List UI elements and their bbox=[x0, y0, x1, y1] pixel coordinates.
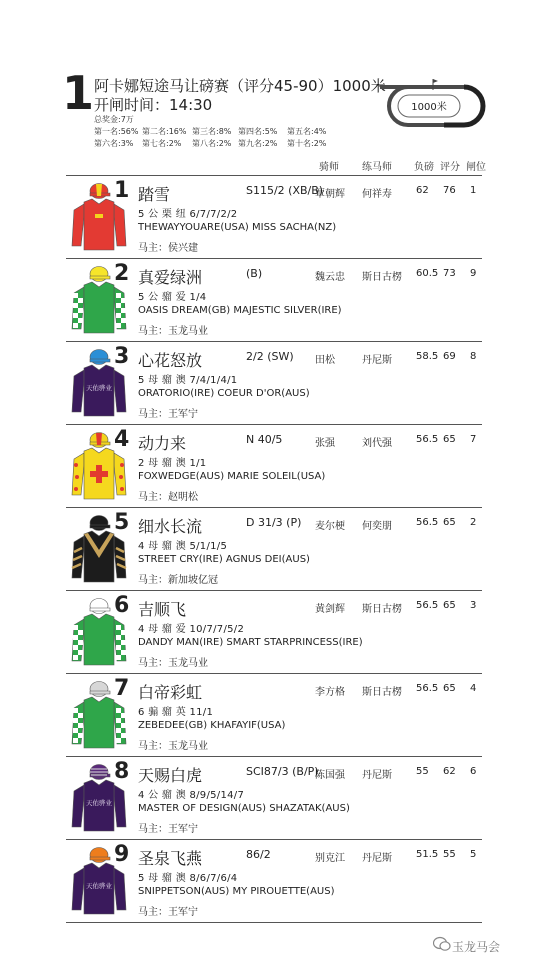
prize-item: 第一名:56% bbox=[94, 127, 139, 136]
trainer-name: 刘代强 bbox=[362, 438, 392, 449]
barrier-draw: 4 bbox=[470, 683, 477, 694]
horse-rating: 65 bbox=[443, 517, 456, 528]
trainer-name: 丹尼斯 bbox=[362, 355, 392, 366]
jockey-name: 黄剑辉 bbox=[315, 604, 345, 615]
column-rating: 评分 bbox=[440, 162, 460, 173]
barrier-draw: 6 bbox=[470, 766, 477, 777]
pedigree: STREET CRY(IRE) AGNUS DEI(AUS) bbox=[138, 554, 310, 565]
horse-name: 天赐白虎 bbox=[138, 766, 203, 785]
horse-details: 5 公 骝 爱 1/4 bbox=[138, 292, 207, 303]
horse-details: 2 母 骝 澳 1/1 bbox=[138, 458, 207, 469]
saddle-number: 6 bbox=[114, 593, 130, 618]
jockey-name: 田松 bbox=[315, 355, 335, 366]
race-number: 1 bbox=[62, 66, 95, 120]
saddle-number: 8 bbox=[114, 759, 130, 784]
prize-item: 第二名:16% bbox=[142, 127, 187, 136]
runner-row bbox=[66, 757, 482, 839]
prize-item: 第八名:2% bbox=[192, 139, 232, 148]
runner-row bbox=[66, 176, 482, 258]
recent-form: N 40/5 bbox=[246, 433, 283, 446]
saddle-number: 3 bbox=[114, 344, 130, 369]
trainer-name: 丹尼斯 bbox=[362, 853, 392, 864]
jockey-name: 张强 bbox=[315, 438, 335, 449]
column-draw: 闸位 bbox=[466, 162, 486, 173]
horse-details: 4 公 骝 澳 8/9/5/14/7 bbox=[138, 790, 245, 801]
owner: 马主：侯兴建 bbox=[138, 243, 198, 254]
carried-weight: 56.5 bbox=[416, 434, 439, 445]
owner: 马主：玉龙马业 bbox=[138, 658, 208, 669]
horse-rating: 62 bbox=[443, 766, 456, 777]
barrier-draw: 9 bbox=[470, 268, 477, 279]
carried-weight: 56.5 bbox=[416, 683, 439, 694]
horse-rating: 65 bbox=[443, 434, 456, 445]
column-trainer: 练马师 bbox=[362, 162, 392, 173]
race-title: 阿卡娜短途马让磅赛（评分45-90）1000米 bbox=[94, 77, 386, 95]
horse-name: 动力来 bbox=[138, 434, 187, 453]
pedigree: ZEBEDEE(GB) KHAFAYIF(USA) bbox=[138, 720, 286, 731]
prize-row-1 bbox=[94, 126, 334, 137]
horse-rating: 65 bbox=[443, 683, 456, 694]
jockey-name: 李方格 bbox=[315, 687, 345, 698]
jockey-name: 覃朝辉 bbox=[315, 189, 345, 200]
jockey-name: 魏云忠 bbox=[315, 272, 345, 283]
barrier-draw: 2 bbox=[470, 517, 477, 528]
jockey-name: 麦尔梗 bbox=[315, 521, 345, 532]
pedigree: ORATORIO(IRE) COEUR D'OR(AUS) bbox=[138, 388, 310, 399]
silks-logo: 天佑骅业 bbox=[86, 882, 112, 890]
recent-form: 86/2 bbox=[246, 848, 271, 861]
owner: 马主：王军宁 bbox=[138, 824, 198, 835]
prize-item: 第六名:3% bbox=[94, 139, 134, 148]
horse-details: 6 骟 骝 英 11/1 bbox=[138, 707, 214, 718]
recent-form: SCI87/3 (B/P) bbox=[246, 765, 319, 778]
barrier-draw: 5 bbox=[470, 849, 477, 860]
watermark: 玉龙马会 bbox=[452, 940, 501, 954]
carried-weight: 51.5 bbox=[416, 849, 439, 860]
trainer-name: 斯日古楞 bbox=[362, 604, 402, 615]
pedigree: SNIPPETSON(AUS) MY PIROUETTE(AUS) bbox=[138, 886, 335, 897]
prize-item: 第四名:5% bbox=[238, 127, 278, 136]
saddle-number: 7 bbox=[114, 676, 130, 701]
row-divider bbox=[66, 922, 482, 923]
owner: 马主：王军宁 bbox=[138, 907, 198, 918]
column-weight: 负磅 bbox=[414, 162, 434, 173]
horse-name: 细水长流 bbox=[138, 517, 203, 536]
horse-name: 白帝彩虹 bbox=[138, 683, 203, 702]
trainer-name: 丹尼斯 bbox=[362, 770, 392, 781]
recent-form: D 31/3 (P) bbox=[246, 516, 302, 529]
pedigree: OASIS DREAM(GB) MAJESTIC SILVER(IRE) bbox=[138, 305, 342, 316]
runner-row bbox=[66, 342, 482, 424]
runner-row bbox=[66, 591, 482, 673]
horse-rating: 55 bbox=[443, 849, 456, 860]
recent-form: S115/2 (XB/B) bbox=[246, 184, 324, 197]
track-diagram bbox=[378, 78, 488, 134]
horse-rating: 73 bbox=[443, 268, 456, 279]
horse-rating: 65 bbox=[443, 600, 456, 611]
pedigree: THEWAYYOUARE(USA) MISS SACHA(NZ) bbox=[138, 222, 337, 233]
carried-weight: 60.5 bbox=[416, 268, 439, 279]
silks-logo: 天佑骅业 bbox=[86, 799, 112, 807]
horse-name: 心花怒放 bbox=[138, 351, 203, 370]
silks-logo: 天佑骅业 bbox=[86, 384, 112, 392]
owner: 马主：玉龙马业 bbox=[138, 741, 208, 752]
horse-name: 吉顺飞 bbox=[138, 600, 187, 619]
horse-details: 4 母 骝 爱 10/7/7/5/2 bbox=[138, 624, 245, 635]
prize-item: 第五名:4% bbox=[287, 127, 327, 136]
trainer-name: 斯日古楞 bbox=[362, 272, 402, 283]
column-jockey: 骑师 bbox=[319, 162, 339, 173]
prize-item: 第十名:2% bbox=[287, 139, 327, 148]
trainer-name: 斯日古楞 bbox=[362, 687, 402, 698]
barrier-draw: 1 bbox=[470, 185, 477, 196]
saddle-number: 5 bbox=[114, 510, 130, 535]
prize-item: 第九名:2% bbox=[238, 139, 278, 148]
carried-weight: 62 bbox=[416, 185, 429, 196]
owner: 马主：王军宁 bbox=[138, 409, 198, 420]
saddle-number: 9 bbox=[114, 842, 130, 867]
carried-weight: 56.5 bbox=[416, 517, 439, 528]
horse-details: 5 母 骝 澳 8/6/7/6/4 bbox=[138, 873, 238, 884]
horse-rating: 76 bbox=[443, 185, 456, 196]
barrier-draw: 8 bbox=[470, 351, 477, 362]
saddle-number: 2 bbox=[114, 261, 130, 286]
runner-row bbox=[66, 840, 482, 922]
horse-name: 踏雪 bbox=[138, 185, 171, 204]
horse-details: 5 母 骝 澳 7/4/1/4/1 bbox=[138, 375, 238, 386]
horse-name: 真爱绿洲 bbox=[138, 268, 203, 287]
carried-weight: 56.5 bbox=[416, 600, 439, 611]
pedigree: MASTER OF DESIGN(AUS) SHAZATAK(AUS) bbox=[138, 803, 350, 814]
runner-row bbox=[66, 674, 482, 756]
barrier-draw: 7 bbox=[470, 434, 477, 445]
carried-weight: 55 bbox=[416, 766, 429, 777]
owner: 马主：赵明松 bbox=[138, 492, 198, 503]
prize-row-2 bbox=[94, 138, 334, 149]
horse-rating: 69 bbox=[443, 351, 456, 362]
prize-item: 第七名:2% bbox=[142, 139, 182, 148]
wechat-icon bbox=[433, 936, 451, 952]
prize-total: 总奖金:7万 bbox=[94, 115, 134, 124]
trainer-name: 何祥寿 bbox=[362, 189, 392, 200]
track-distance-label: 1000米 bbox=[411, 102, 447, 113]
trainer-name: 何奕朋 bbox=[362, 521, 392, 532]
horse-details: 5 公 栗 纽 6/7/7/2/2 bbox=[138, 209, 238, 220]
owner: 马主：新加坡亿冠 bbox=[138, 575, 218, 586]
saddle-number: 4 bbox=[114, 427, 130, 452]
jockey-name: 别克江 bbox=[315, 853, 345, 864]
barrier-draw: 3 bbox=[470, 600, 477, 611]
horse-name: 圣泉飞燕 bbox=[138, 849, 203, 868]
owner: 马主：玉龙马业 bbox=[138, 326, 208, 337]
race-start-time: 开闸时间：14:30 bbox=[94, 96, 213, 114]
recent-form: (B) bbox=[246, 267, 263, 280]
carried-weight: 58.5 bbox=[416, 351, 439, 362]
prize-item: 第三名:8% bbox=[192, 127, 232, 136]
pedigree: DANDY MAN(IRE) SMART STARPRINCESS(IRE) bbox=[138, 637, 363, 648]
jockey-name: 陈国强 bbox=[315, 770, 345, 781]
pedigree: FOXWEDGE(AUS) MARIE SOLEIL(USA) bbox=[138, 471, 326, 482]
runner-row bbox=[66, 425, 482, 507]
runner-row bbox=[66, 508, 482, 590]
runner-row bbox=[66, 259, 482, 341]
recent-form: 2/2 (SW) bbox=[246, 350, 294, 363]
saddle-number: 1 bbox=[114, 178, 130, 203]
horse-details: 4 母 骝 澳 5/1/1/5 bbox=[138, 541, 228, 552]
